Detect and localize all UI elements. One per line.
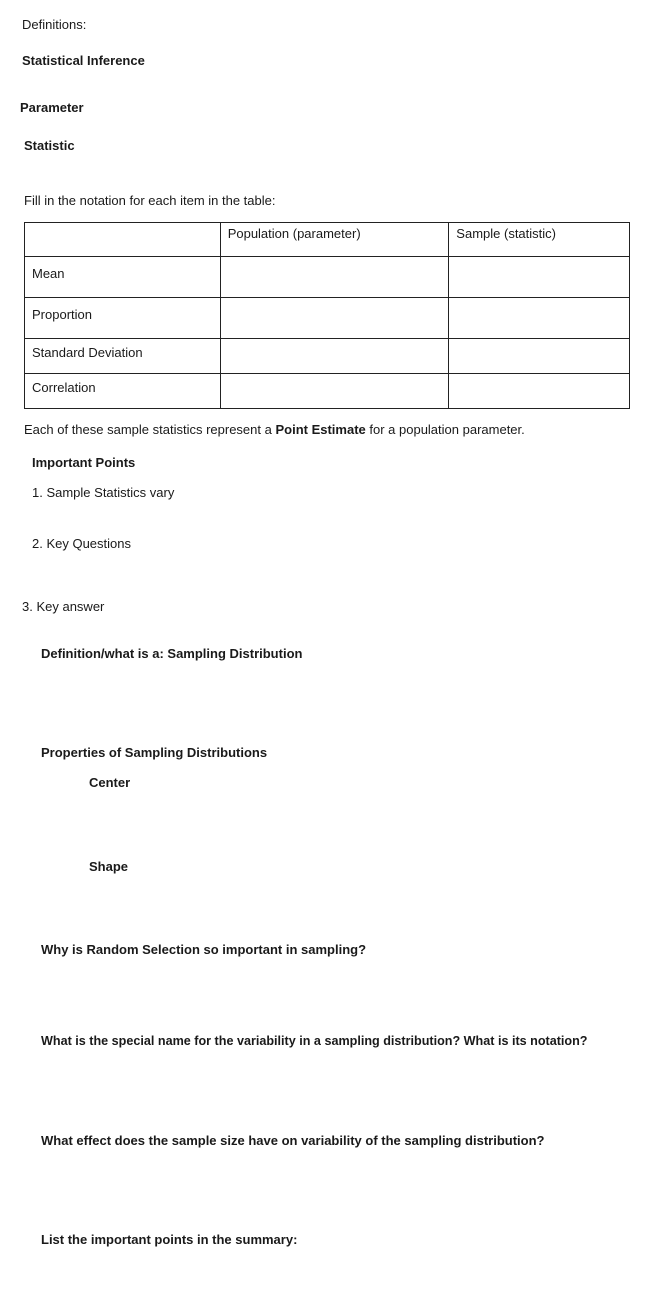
question-sample-size-effect: What effect does the sample size have on variability of the sampling distribution? [41,1133,545,1148]
important-point-1: 1. Sample Statistics vary [32,485,175,500]
cell-mean-sample[interactable] [449,257,630,298]
table-instruction: Fill in the notation for each item in the table: [24,193,276,208]
point-estimate-sentence [24,422,525,438]
cell-sd-sample[interactable] [449,339,630,374]
definitions-heading: Definitions: [22,17,87,32]
point-estimate-term: Point Estimate [275,422,366,437]
cell-correlation-population[interactable] [220,374,449,409]
cell-proportion-sample[interactable] [449,298,630,339]
table-header-population: Population (parameter) [220,223,449,257]
term-statistical-inference: Statistical Inference [22,53,145,68]
table-row-standard-deviation [25,339,630,374]
point-estimate-before: Each of these sample statistics represent a [24,422,276,437]
sampling-distribution-definition: Definition/what is a: Sampling Distribution [41,646,303,661]
properties-heading: Properties of Sampling Distributions [41,745,268,760]
important-point-3: 3. Key answer [22,599,105,614]
property-center: Center [89,775,131,790]
cell-sd-population[interactable] [220,339,449,374]
important-points-heading: Important Points [32,455,136,470]
important-point-2: 2. Key Questions [32,536,131,551]
notation-table [24,222,630,409]
table-row-mean [25,257,630,298]
question-summary: List the important points in the summary: [41,1232,298,1247]
row-label-standard-deviation: Standard Deviation [25,339,221,374]
table-row-correlation [25,374,630,409]
table-header-row [25,223,630,257]
question-random-selection: Why is Random Selection so important in sampling? [41,942,367,957]
row-label-correlation: Correlation [25,374,221,409]
point-estimate-after: for a population parameter. [365,422,525,437]
table-header-sample: Sample (statistic) [449,223,630,257]
question-special-name: What is the special name for the variability in a sampling distribution? What is its notation? [41,1034,588,1048]
cell-correlation-sample[interactable] [449,374,630,409]
term-statistic: Statistic [24,138,75,153]
row-label-mean: Mean [25,257,221,298]
property-shape: Shape [89,859,129,874]
cell-proportion-population[interactable] [220,298,449,339]
table-row-proportion [25,298,630,339]
cell-mean-population[interactable] [220,257,449,298]
term-parameter: Parameter [20,100,84,115]
table-header-empty [25,223,221,257]
row-label-proportion: Proportion [25,298,221,339]
